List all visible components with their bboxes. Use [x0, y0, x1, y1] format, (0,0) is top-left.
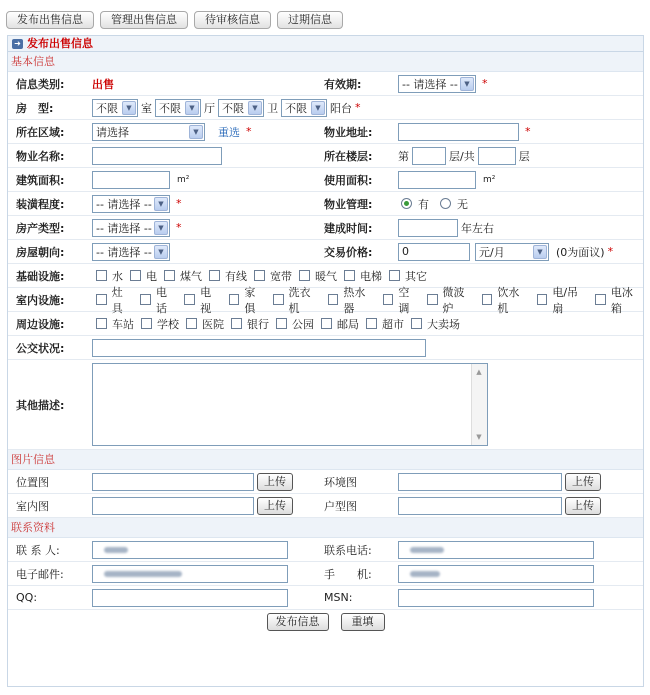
row-indoor-facilities	[8, 285, 643, 315]
required-mark: *	[246, 125, 252, 138]
build-area-input[interactable]	[92, 171, 170, 189]
info-type-value: 出售	[92, 77, 114, 91]
base-facility-option-label: 有线	[225, 269, 247, 283]
around-facility-option-label: 邮局	[337, 317, 359, 331]
built-year-input[interactable]	[398, 219, 458, 237]
property-name-label: 物业名称:	[16, 149, 65, 163]
scroll-up-icon: ▲	[476, 368, 482, 376]
around-facility-checkbox[interactable]	[141, 318, 152, 329]
floor-mid: 层/共	[449, 149, 475, 163]
mgmt-yes-label: 有	[418, 197, 429, 211]
indoor-facility-checkbox[interactable]	[229, 294, 240, 305]
base-facility-option-label: 水	[112, 269, 123, 283]
chevron-down-icon: ▼	[460, 77, 474, 91]
chevron-down-icon: ▼	[533, 245, 547, 259]
mgmt-no-label: 无	[457, 197, 468, 211]
base-facility-option-label: 电梯	[360, 269, 382, 283]
tab-expired[interactable]: 过期信息	[277, 11, 343, 29]
env-upload-button[interactable]: 上传	[565, 473, 601, 491]
base-facilities-label: 基础设施:	[16, 269, 65, 283]
base-facility-checkbox[interactable]	[130, 270, 141, 281]
indoor-pic-input[interactable]	[92, 497, 254, 515]
location-upload-button[interactable]: 上传	[257, 473, 293, 491]
indoor-facility-option-label: 空调	[398, 285, 410, 315]
required-mark: *	[355, 101, 361, 114]
indoor-facility-checkbox[interactable]	[328, 294, 339, 305]
row-name	[8, 144, 643, 168]
unit-label: m²	[177, 174, 190, 185]
bus-label: 公交状况:	[16, 341, 65, 355]
base-facility-option-label: 宽带	[270, 269, 292, 283]
indoor-facility-option-label: 家俱	[244, 285, 256, 315]
around-facility-checkbox[interactable]	[411, 318, 422, 329]
indoor-facility-option-label: 洗衣机	[288, 285, 311, 315]
layout-pic-label: 户型图	[324, 499, 357, 513]
top-tabs	[6, 11, 343, 29]
reselect-link[interactable]: 重选	[218, 125, 240, 139]
deco-select[interactable]: -- 请选择 -- ▼	[92, 195, 170, 213]
row-area	[8, 120, 643, 144]
price-note: (0为面议)	[556, 245, 605, 259]
qq-label: QQ:	[16, 591, 38, 604]
form-frame	[7, 35, 644, 687]
env-pic-input[interactable]	[398, 473, 562, 491]
row-info-type	[8, 72, 643, 96]
tab-publish-sale[interactable]: 发布出售信息	[6, 11, 94, 29]
address-label: 物业地址:	[324, 125, 373, 139]
chevron-down-icon: ▼	[122, 101, 136, 115]
base-facility-checkbox[interactable]	[164, 270, 175, 281]
use-area-input[interactable]	[398, 171, 476, 189]
chevron-down-icon: ▼	[189, 125, 203, 139]
indoor-facility-option-label: 饮水机	[497, 285, 520, 315]
qq-input[interactable]	[92, 589, 288, 607]
deco-label: 装潢程度:	[16, 197, 65, 211]
indoor-facility-checkbox[interactable]	[140, 294, 151, 305]
row-pics-1	[8, 470, 643, 494]
indoor-facility-option-label: 微波炉	[442, 285, 465, 315]
indoor-facility-checkbox[interactable]	[184, 294, 195, 305]
indoor-facilities-list	[92, 284, 643, 316]
mgmt-no-radio[interactable]	[440, 198, 451, 209]
around-facility-checkbox[interactable]	[231, 318, 242, 329]
mobile-input[interactable]	[398, 565, 594, 583]
reset-button[interactable]: 重填	[341, 613, 385, 631]
redacted-value	[410, 547, 444, 553]
required-mark: *	[176, 197, 182, 210]
prop-type-select[interactable]: -- 请选择 -- ▼	[92, 219, 170, 237]
chevron-down-icon: ▼	[154, 197, 168, 211]
floor-label: 所在楼层:	[324, 149, 373, 163]
location-pic-label: 位置图	[16, 475, 49, 489]
mobile-label: 手 机:	[324, 567, 372, 581]
other-desc-label: 其他描述:	[16, 398, 65, 412]
indoor-facility-checkbox[interactable]	[383, 294, 394, 305]
bath-select[interactable]: 不限 ▼	[218, 99, 264, 117]
base-facility-checkbox[interactable]	[299, 270, 310, 281]
around-facility-option-label: 大卖场	[427, 317, 460, 331]
chevron-down-icon: ▼	[154, 245, 168, 259]
required-mark: *	[176, 221, 182, 234]
unit-label: m²	[483, 174, 496, 185]
indoor-facility-option-label: 电话	[155, 285, 167, 315]
hall-unit: 厅	[204, 101, 215, 115]
indoor-upload-button[interactable]: 上传	[257, 497, 293, 515]
chevron-down-icon: ▼	[311, 101, 325, 115]
row-prop-type	[8, 216, 643, 240]
email-input[interactable]	[92, 565, 288, 583]
row-contact-3	[8, 586, 643, 610]
around-facility-option-label: 公园	[292, 317, 314, 331]
row-orient	[8, 240, 643, 264]
indoor-facility-checkbox[interactable]	[595, 294, 606, 305]
bath-unit: 卫	[267, 101, 278, 115]
scroll-down-icon: ▼	[476, 433, 482, 441]
section-basic: 基本信息	[8, 52, 643, 72]
use-area-label: 使用面积:	[324, 173, 373, 187]
indoor-facility-option-label: 热水器	[343, 285, 366, 315]
section-pics: 图片信息	[8, 450, 643, 470]
row-room-type	[8, 96, 643, 120]
env-pic-label: 环境图	[324, 475, 357, 489]
submit-button[interactable]: 发布信息	[267, 613, 329, 631]
info-type-label: 信息类别:	[16, 77, 65, 91]
around-facility-checkbox[interactable]	[366, 318, 377, 329]
base-facility-checkbox[interactable]	[96, 270, 107, 281]
room-select[interactable]: 不限 ▼	[92, 99, 138, 117]
base-facility-option-label: 煤气	[180, 269, 202, 283]
validity-select[interactable]: -- 请选择 -- ▼	[398, 75, 476, 93]
indoor-facility-checkbox[interactable]	[96, 294, 107, 305]
tab-pending-review[interactable]: 待审核信息	[194, 11, 271, 29]
indoor-facility-checkbox[interactable]	[427, 294, 438, 305]
around-facility-option-label: 超市	[382, 317, 404, 331]
area-label: 所在区域:	[16, 125, 65, 139]
tab-manage-sale[interactable]: 管理出售信息	[100, 11, 188, 29]
contact-phone-input[interactable]	[398, 541, 594, 559]
prop-type-label: 房产类型:	[16, 221, 65, 235]
validity-label: 有效期:	[324, 77, 362, 91]
indoor-pic-label: 室内图	[16, 499, 49, 513]
other-desc-textarea[interactable]	[92, 363, 488, 446]
chevron-down-icon: ▼	[248, 101, 262, 115]
indoor-facility-checkbox[interactable]	[537, 294, 548, 305]
contact-person-label: 联 系 人:	[16, 543, 60, 557]
required-mark: *	[607, 245, 614, 258]
floor-prefix: 第	[398, 149, 409, 163]
around-facility-checkbox[interactable]	[186, 318, 197, 329]
hall-select[interactable]: 不限 ▼	[155, 99, 201, 117]
price-unit-select[interactable]: 元/月 ▼	[475, 243, 549, 261]
row-around-facilities	[8, 312, 643, 336]
build-area-label: 建筑面积:	[16, 173, 65, 187]
redacted-value	[104, 547, 128, 553]
redacted-value	[410, 571, 440, 577]
base-facility-option-label: 其它	[405, 269, 427, 283]
orient-label: 房屋朝向:	[16, 245, 65, 259]
built-suffix: 年左右	[461, 221, 494, 235]
row-pics-2	[8, 494, 643, 518]
indoor-facility-option-label: 灶具	[111, 285, 123, 315]
contact-phone-label: 联系电话:	[324, 543, 372, 557]
section-contact: 联系资料	[8, 518, 643, 538]
floor-input[interactable]	[412, 147, 446, 165]
indoor-facilities-label: 室内设施:	[16, 293, 65, 307]
row-bus	[8, 336, 643, 360]
row-contact-2	[8, 562, 643, 586]
required-mark: *	[525, 125, 531, 138]
balcony-unit: 阳台	[330, 101, 352, 115]
chevron-down-icon: ▼	[185, 101, 199, 115]
form-title: 发布出售信息	[27, 37, 93, 50]
msn-label: MSN:	[324, 591, 353, 604]
form-titlebar	[8, 36, 643, 52]
base-facility-option-label: 暖气	[315, 269, 337, 283]
email-label: 电子邮件:	[16, 567, 64, 581]
row-contact-1	[8, 538, 643, 562]
base-facilities-list	[92, 268, 427, 284]
row-other-desc	[8, 360, 643, 450]
chevron-down-icon: ▼	[154, 221, 168, 235]
bus-input[interactable]	[92, 339, 426, 357]
price-input[interactable]: 0	[398, 243, 470, 261]
layout-pic-input[interactable]	[398, 497, 562, 515]
around-facility-option-label: 车站	[112, 317, 134, 331]
orient-select[interactable]: -- 请选择 -- ▼	[92, 243, 170, 261]
around-facility-option-label: 学校	[157, 317, 179, 331]
property-name-input[interactable]	[92, 147, 222, 165]
row-deco	[8, 192, 643, 216]
base-facility-checkbox[interactable]	[209, 270, 220, 281]
mgmt-label: 物业管理:	[324, 197, 373, 211]
floor-suffix: 层	[518, 149, 530, 163]
around-facility-option-label: 银行	[247, 317, 269, 331]
balcony-select[interactable]: 不限 ▼	[281, 99, 327, 117]
around-facility-checkbox[interactable]	[321, 318, 332, 329]
base-facility-checkbox[interactable]	[344, 270, 355, 281]
location-pic-input[interactable]	[92, 473, 254, 491]
around-facility-checkbox[interactable]	[276, 318, 287, 329]
indoor-facility-option-label: 电冰箱	[610, 285, 633, 315]
required-mark: *	[482, 77, 488, 90]
row-build-area	[8, 168, 643, 192]
built-time-label: 建成时间:	[324, 221, 373, 235]
indoor-facility-checkbox[interactable]	[273, 294, 284, 305]
around-facilities-list	[92, 316, 460, 332]
around-facilities-label: 周边设施:	[16, 317, 65, 331]
layout-upload-button[interactable]: 上传	[565, 497, 601, 515]
textarea-scrollbar[interactable]	[471, 364, 487, 445]
area-select[interactable]: 请选择 ▼	[92, 123, 205, 141]
address-input[interactable]	[398, 123, 519, 141]
base-facility-checkbox[interactable]	[389, 270, 400, 281]
indoor-facility-option-label: 电视	[200, 285, 212, 315]
base-facility-option-label: 电	[146, 269, 157, 283]
arrow-right-icon: ➜	[12, 39, 23, 49]
contact-person-input[interactable]	[92, 541, 288, 559]
mgmt-yes-radio[interactable]	[401, 198, 412, 209]
base-facility-checkbox[interactable]	[254, 270, 265, 281]
form-actions	[8, 610, 643, 631]
around-facility-checkbox[interactable]	[96, 318, 107, 329]
indoor-facility-option-label: 电/吊扇	[552, 285, 579, 315]
around-facility-option-label: 医院	[202, 317, 224, 331]
msn-input[interactable]	[398, 589, 594, 607]
room-type-label: 房 型:	[16, 101, 54, 115]
room-unit: 室	[141, 101, 152, 115]
total-floor-input[interactable]	[478, 147, 516, 165]
price-label: 交易价格:	[324, 245, 373, 259]
redacted-value	[104, 571, 182, 577]
indoor-facility-checkbox[interactable]	[482, 294, 493, 305]
